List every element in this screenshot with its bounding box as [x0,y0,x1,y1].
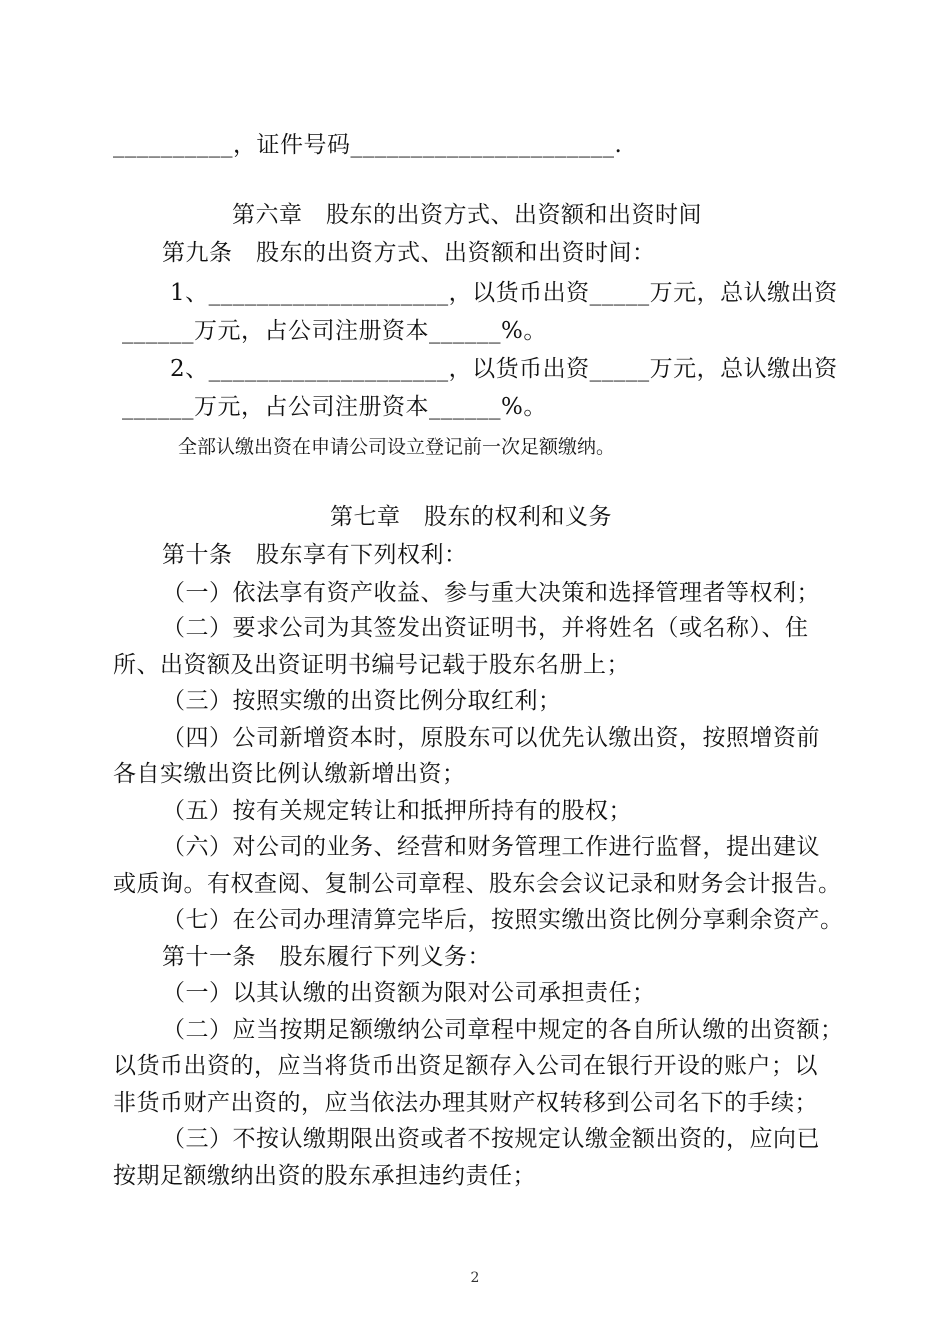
right-3: （三）按照实缴的出资比例分取红利； [162,688,562,714]
duty-2-line-1: （二）应当按期足额缴纳公司章程中规定的各自所认缴的出资额； [162,1017,844,1043]
right-5: （五）按有关规定转让和抵押所持有的股权； [162,798,632,824]
right-2-line-1: （二）要求公司为其签发出资证明书，并将姓名（或名称）、住 [162,615,809,641]
right-4-line-2: 各自实缴出资比例认缴新增出资； [113,761,466,787]
contribution-2-line-2: ______万元，占公司注册资本______%。 [122,394,547,420]
duty-3-line-2: 按期足额缴纳出资的股东承担违约责任； [113,1163,536,1189]
contribution-2-line-1: 2、____________________，以货币出资_____万元，总认缴出资 [170,356,838,382]
duty-1: （一）以其认缴的出资额为限对公司承担责任； [162,980,656,1006]
right-7: （七）在公司办理清算完毕后，按照实缴出资比例分享剩余资产。 [162,907,844,933]
article-11-heading: 第十一条 股东履行下列义务： [162,944,491,970]
right-2-line-2: 所、出资额及出资证明书编号记载于股东名册上； [113,652,630,678]
duty-2-line-2: 以货币出资的，应当将货币出资足额存入公司在银行开设的账户；以 [113,1053,818,1079]
chapter-7-heading: 第七章 股东的权利和义务 [330,504,612,530]
article-10-heading: 第十条 股东享有下列权利： [162,542,468,568]
duty-3-line-1: （三）不按认缴期限出资或者不按规定认缴金额出资的，应向已 [162,1126,820,1152]
right-6-line-1: （六）对公司的业务、经营和财务管理工作进行监督，提出建议 [162,834,820,860]
chapter-6-heading: 第六章 股东的出资方式、出资额和出资时间 [232,202,702,228]
full-payment-note: 全部认缴出资在申请公司设立登记前一次足额缴纳。 [178,436,616,458]
duty-2-line-3: 非货币财产出资的，应当依法办理其财产权转移到公司名下的手续； [113,1090,818,1116]
shareholder-id-line: __________，证件号码______________________. [113,132,623,158]
right-4-line-1: （四）公司新增资本时，原股东可以优先认缴出资，按照增资前 [162,725,820,751]
right-1: （一）依法享有资产收益、参与重大决策和选择管理者等权利； [162,580,820,606]
contribution-1-line-2: ______万元，占公司注册资本______%。 [122,318,547,344]
page-number: 2 [470,1270,480,1286]
article-9-heading: 第九条 股东的出资方式、出资额和出资时间： [162,240,656,266]
contribution-1-line-1: 1、____________________，以货币出资_____万元，总认缴出资 [170,280,838,306]
right-6-line-2: 或质询。有权查阅、复制公司章程、股东会会议记录和财务会计报告。 [113,871,842,897]
